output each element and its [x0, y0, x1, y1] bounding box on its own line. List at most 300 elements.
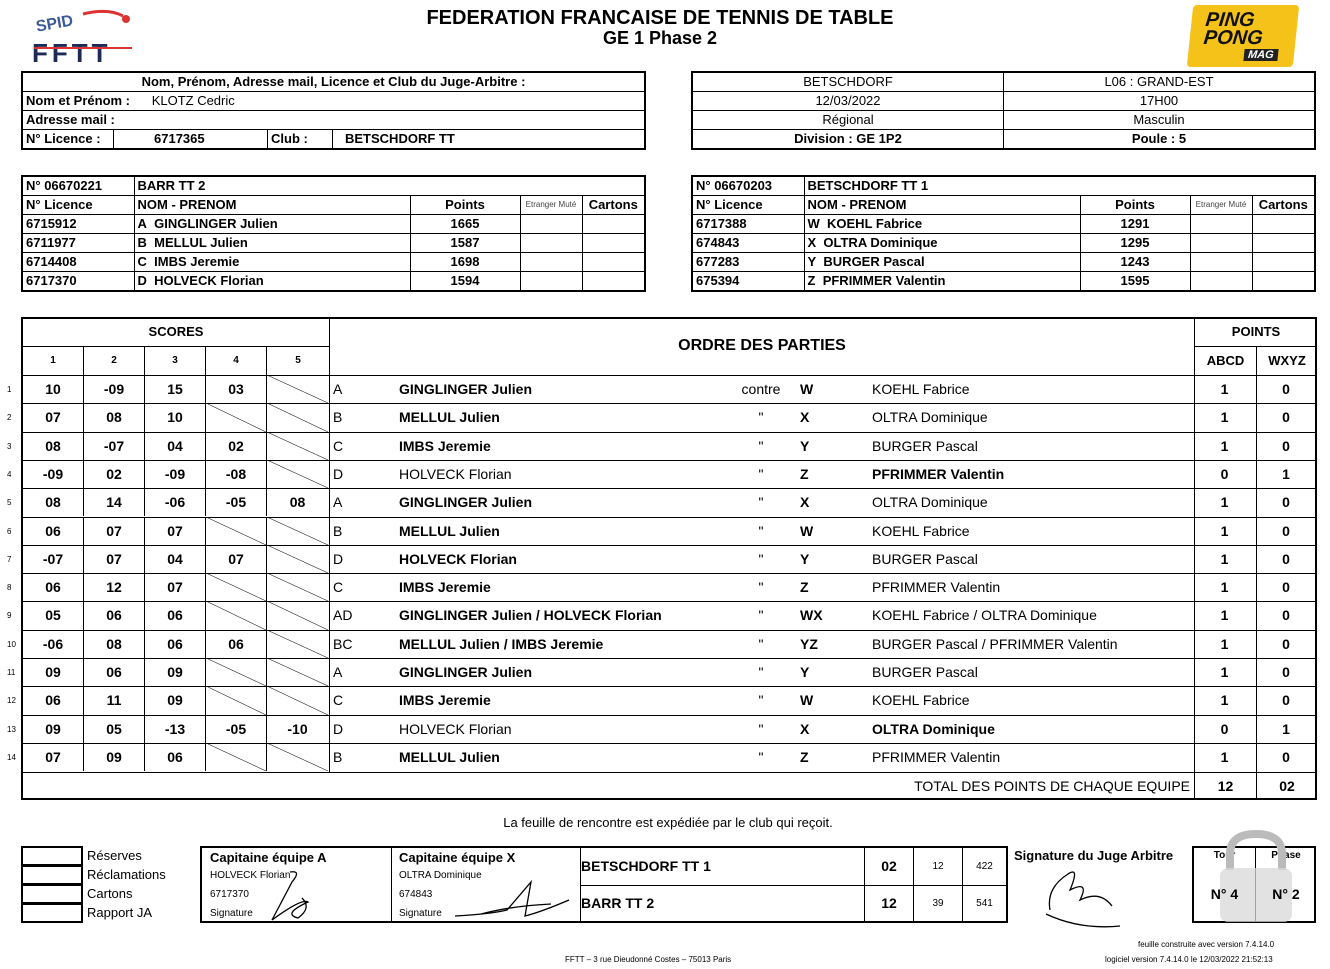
set-score: -05 [206, 715, 267, 743]
svg-text:SPID: SPID [34, 12, 75, 36]
set-score: 07 [84, 517, 145, 545]
set-score [267, 460, 328, 488]
versus-text: contre [741, 381, 781, 397]
player-a-letter: C [333, 692, 344, 709]
points-abcd: 1 [1220, 381, 1229, 397]
captains-box [200, 846, 1008, 923]
player-licence: 675394 [692, 272, 804, 292]
row-number: 11 [7, 668, 16, 677]
player-name-cell [804, 272, 1080, 292]
player-a-name: GINGLINGER Julien / HOLVECK Florian [399, 607, 662, 624]
points-wxyz: 0 [1282, 664, 1290, 680]
points-wxyz: 0 [1282, 607, 1290, 624]
result-team-2: BARR TT 2 [580, 885, 865, 921]
set-score: 05 [23, 601, 84, 629]
player-name-cell [804, 234, 1080, 253]
set-score [267, 573, 328, 601]
player-a-letter: D [333, 465, 344, 482]
player-a-letter: B [333, 522, 343, 539]
set-score [206, 517, 267, 545]
player-x-name: KOEHL Fabrice / OLTRA Dominique [872, 607, 1097, 624]
player-name: BURGER Pascal [823, 254, 925, 269]
row-number: 3 [7, 441, 12, 451]
set-score: 07 [23, 403, 84, 431]
set-header: 2 [84, 347, 145, 375]
player-name: PFRIMMER Valentin [822, 273, 946, 288]
set-score: 02 [206, 432, 267, 460]
points-wxyz: 0 [1282, 748, 1290, 765]
player-licence: 6717388 [692, 215, 804, 234]
match-date: 12/03/2022 [692, 92, 1004, 111]
player-cartons [1252, 272, 1315, 292]
set-score: 03 [206, 375, 267, 403]
player-x-name: BURGER Pascal [872, 437, 978, 454]
capitaine-a-licence: 6717370 [210, 889, 249, 900]
capitaine-x-signature-label: Signature [399, 908, 442, 919]
versus-text: " [758, 664, 764, 680]
set-score: -09 [23, 460, 84, 488]
set-score: 07 [84, 545, 145, 573]
set-score: 06 [145, 601, 206, 629]
player-name: GINGLINGER Julien [154, 216, 278, 231]
versus-text: " [758, 607, 764, 624]
match-division: Division : GE 1P2 [692, 130, 1004, 150]
player-etranger [1190, 253, 1252, 272]
player-licence: 6714408 [22, 253, 134, 272]
team-a-player-row [22, 234, 645, 253]
fftt-logo [28, 6, 138, 66]
set-score: 08 [23, 488, 84, 516]
tour-phase-box [1192, 846, 1316, 923]
player-a-name: MELLUL Julien [399, 409, 500, 426]
player-a-name: GINGLINGER Julien [399, 664, 533, 680]
footer-version-2: logiciel version 7.4.14.0 le 12/03/2022 21:52:13 [1105, 955, 1273, 964]
player-a-letter: C [333, 579, 344, 596]
set-score: 06 [23, 686, 84, 714]
points-wxyz: 0 [1282, 579, 1290, 596]
set-score: 08 [289, 494, 306, 511]
match-ligue: L06 : GRAND-EST [1004, 72, 1316, 92]
player-licence: 677283 [692, 253, 804, 272]
capitaine-x-licence: 674843 [399, 889, 433, 900]
capitaine-x-name: OLTRA Dominique [399, 870, 482, 881]
set-score: -07 [84, 432, 145, 460]
player-x-name: BURGER Pascal [872, 664, 978, 680]
team-a-number: N° 06670221 [22, 176, 134, 196]
points-wxyz: 1 [1282, 720, 1290, 737]
set-score: 05 [84, 715, 145, 743]
player-x-name: KOEHL Fabrice [872, 522, 970, 539]
player-cartons [1252, 234, 1315, 253]
set-score [267, 545, 328, 573]
team-x-h-cartons: Cartons [1252, 196, 1315, 215]
points-abcd: 1 [1220, 748, 1229, 765]
versus-text: " [758, 550, 764, 567]
points-abcd: 1 [1220, 692, 1229, 709]
player-x-letter: Y [800, 550, 810, 567]
set-score [267, 658, 328, 686]
set-headers [23, 347, 329, 375]
juge-mail-label: Adresse mail : [22, 111, 645, 130]
result-a-1: 12 [914, 848, 963, 885]
points-abcd: 1 [1220, 494, 1229, 511]
checkbox[interactable] [21, 846, 83, 866]
versus-text: " [758, 720, 764, 737]
checkbox-label: Réserves [87, 848, 142, 863]
row-number: 13 [7, 724, 16, 734]
player-a-name: MELLUL Julien / IMBS Jeremie [399, 635, 604, 652]
player-a-name: IMBS Jeremie [399, 437, 491, 454]
team-a-player-row [22, 253, 645, 272]
versus-text: " [758, 465, 764, 482]
team-a-name: BARR TT 2 [134, 176, 645, 196]
player-name: HOLVECK Florian [154, 273, 264, 288]
set-score: 06 [84, 601, 145, 629]
team-a-h-licence: N° Licence [22, 196, 134, 215]
player-x-letter: Y [800, 664, 810, 680]
player-cartons [1252, 215, 1315, 234]
team-a-player-row [22, 272, 645, 292]
set-score [206, 743, 267, 771]
set-score: 06 [145, 630, 206, 658]
team-a-h-cartons: Cartons [582, 196, 645, 215]
team-a-table [21, 175, 646, 292]
player-points: 1243 [1080, 253, 1190, 272]
set-header: 1 [23, 347, 84, 375]
player-x-letter: Z [800, 579, 809, 596]
points-abcd: 1 [1220, 607, 1229, 624]
points-wxyz-header: WXYZ [1268, 353, 1306, 368]
player-letter: X [807, 235, 817, 250]
player-name: KOEHL Fabrice [827, 216, 923, 231]
team-x-table [691, 175, 1316, 292]
set-header: 3 [145, 347, 206, 375]
set-score: 09 [84, 743, 145, 771]
player-cartons [582, 272, 645, 292]
result-b-1: 422 [976, 860, 993, 872]
points-wxyz: 0 [1282, 692, 1290, 709]
versus-text: " [758, 579, 764, 596]
set-score: 04 [145, 545, 206, 573]
team-x-number: N° 06670203 [692, 176, 804, 196]
row-number: 12 [7, 696, 16, 706]
player-a-name: MELLUL Julien [399, 522, 500, 539]
total-a: 12 [1217, 778, 1234, 794]
player-cartons [582, 234, 645, 253]
set-score [206, 658, 267, 686]
versus-text: " [758, 409, 764, 426]
player-x-letter: W [800, 522, 814, 539]
juge-club-value: BETSCHDORF TT [333, 130, 646, 150]
player-name-cell [134, 234, 410, 253]
set-score: -06 [145, 488, 206, 516]
points-wxyz: 0 [1282, 522, 1290, 539]
lock-icon [1214, 826, 1298, 927]
set-score: 06 [206, 630, 267, 658]
player-x-letter: Z [800, 748, 809, 765]
capitaine-a-name: HOLVECK Florian [210, 870, 291, 881]
set-score: 09 [23, 715, 84, 743]
match-info-table [691, 71, 1316, 150]
points-abcd: 1 [1220, 409, 1229, 426]
set-score: 08 [23, 432, 84, 460]
match-categorie: Masculin [1004, 111, 1316, 130]
player-x-name: PFRIMMER Valentin [872, 465, 1005, 482]
set-score: 12 [84, 573, 145, 601]
set-score: -13 [145, 715, 206, 743]
player-etranger [1190, 215, 1252, 234]
row-number: 4 [7, 469, 12, 479]
player-a-letter: C [333, 437, 344, 454]
player-letter: D [137, 273, 147, 288]
juge-arbitre-table [21, 71, 646, 150]
result-pts-2: 12 [865, 885, 914, 921]
result-table [580, 848, 1006, 921]
player-letter: C [137, 254, 147, 269]
capitaine-a-title: Capitaine équipe A [210, 850, 327, 865]
points-abcd: 1 [1220, 664, 1229, 680]
checkbox-label: Rapport JA [87, 905, 153, 920]
page-title: FEDERATION FRANCAISE DE TENNIS DE TABLE [426, 7, 894, 29]
player-x-name: KOEHL Fabrice [872, 381, 970, 397]
versus-text: " [758, 437, 764, 454]
set-score: 07 [206, 545, 267, 573]
team-x-h-etranger: Etranger Muté [1190, 196, 1252, 215]
row-number: 9 [7, 611, 12, 621]
set-score: -10 [287, 720, 308, 737]
match-heure: 17H00 [1004, 92, 1316, 111]
team-a-h-etranger: Etranger Muté [520, 196, 582, 215]
set-score: 08 [84, 403, 145, 431]
player-x-letter: X [800, 494, 810, 511]
set-score: 10 [145, 403, 206, 431]
points-wxyz: 0 [1282, 381, 1290, 397]
player-a-letter: D [333, 550, 344, 567]
player-cartons [582, 253, 645, 272]
player-points: 1295 [1080, 234, 1190, 253]
set-score [267, 686, 328, 714]
player-a-letter: A [333, 664, 343, 680]
player-a-letter: D [333, 720, 344, 737]
player-a-letter: B [333, 409, 343, 426]
player-x-name: BURGER Pascal [872, 550, 978, 567]
player-x-letter: X [800, 720, 810, 737]
player-x-letter: Z [800, 465, 809, 482]
team-x-name: BETSCHDORF TT 1 [804, 176, 1315, 196]
player-points: 1698 [410, 253, 520, 272]
player-licence: 674843 [692, 234, 804, 253]
set-score: 02 [84, 460, 145, 488]
tour-value: N° 4 [1210, 886, 1239, 902]
set-score: 07 [23, 743, 84, 771]
set-score: 06 [145, 743, 206, 771]
player-x-letter: YZ [800, 635, 818, 652]
set-score: -08 [206, 460, 267, 488]
set-score [267, 375, 328, 403]
team-x-player-row [692, 234, 1315, 253]
points-wxyz: 0 [1282, 494, 1290, 511]
set-score [206, 403, 267, 431]
juge-licence-label: N° Licence : [22, 130, 114, 150]
player-letter: Z [807, 273, 816, 288]
set-score [206, 686, 267, 714]
row-number: 2 [7, 413, 12, 423]
set-score [267, 601, 328, 629]
set-score: 11 [84, 686, 145, 714]
player-points: 1595 [1080, 272, 1190, 292]
player-licence: 6711977 [22, 234, 134, 253]
points-abcd-header: ABCD [1206, 353, 1245, 368]
player-name-cell [134, 272, 410, 292]
set-score: 06 [23, 517, 84, 545]
juge-nom-row [22, 92, 645, 111]
player-letter: A [137, 216, 147, 231]
set-score: 06 [23, 573, 84, 601]
set-score: 10 [23, 375, 84, 403]
logo-line-2: PONG [1202, 27, 1264, 49]
player-cartons [582, 215, 645, 234]
set-score [267, 743, 328, 771]
set-score [267, 517, 328, 545]
set-score: 06 [84, 658, 145, 686]
player-etranger [520, 253, 582, 272]
set-score [267, 630, 328, 658]
row-number: 6 [7, 526, 12, 536]
set-score: -09 [84, 375, 145, 403]
set-score: 04 [145, 432, 206, 460]
player-letter: Y [807, 254, 817, 269]
player-etranger [1190, 272, 1252, 292]
row-number: 8 [7, 583, 12, 593]
juge-heading: Nom, Prénom, Adresse mail, Licence et Club du Juge-Arbitre : [22, 72, 645, 92]
player-etranger [520, 234, 582, 253]
row-number: 14 [7, 752, 16, 762]
points-heading: POINTS [1231, 324, 1281, 339]
note-text: La feuille de rencontre est expédiée par le club qui reçoit. [503, 815, 833, 830]
signature-ja-label: Signature du Juge Arbitre [1014, 848, 1174, 863]
set-score: 09 [145, 658, 206, 686]
versus-text: " [758, 635, 764, 652]
capitaine-x-signature [451, 876, 571, 922]
checkbox-label: Cartons [87, 886, 133, 901]
player-x-name: OLTRA Dominique [872, 720, 995, 737]
player-name: OLTRA Dominique [823, 235, 938, 250]
juge-licence-value: 6717365 [114, 130, 268, 150]
player-name-cell [134, 215, 410, 234]
row-number: 5 [7, 498, 12, 508]
team-x-h-points: Points [1080, 196, 1190, 215]
checkbox[interactable] [21, 903, 83, 923]
player-x-letter: W [800, 692, 814, 709]
pingpong-mag-logo [1187, 5, 1300, 67]
juge-nom-value: KLOTZ Cedric [151, 93, 235, 108]
set-score: 09 [145, 686, 206, 714]
capitaine-a-signature-label: Signature [210, 908, 253, 919]
checkbox[interactable] [21, 865, 83, 885]
player-x-letter: W [800, 381, 814, 397]
versus-text: " [758, 748, 764, 765]
set-score: 07 [145, 573, 206, 601]
versus-text: " [758, 692, 764, 709]
player-letter: W [807, 216, 820, 231]
set-score: -06 [23, 630, 84, 658]
points-wxyz: 0 [1282, 437, 1290, 454]
player-letter: B [137, 235, 147, 250]
team-x-player-row [692, 253, 1315, 272]
player-a-name: GINGLINGER Julien [399, 494, 533, 511]
set-score: -05 [206, 488, 267, 516]
phase-label: Phase [1271, 850, 1301, 861]
capitaine-x-title: Capitaine équipe X [399, 850, 516, 865]
set-header: 5 [295, 355, 301, 366]
player-a-letter: BC [333, 635, 353, 652]
capitaine-a-signature [262, 868, 342, 924]
result-b-2: 541 [976, 897, 993, 909]
player-x-name: KOEHL Fabrice [872, 692, 970, 709]
match-poule: Poule : 5 [1004, 130, 1316, 150]
result-a-2: 39 [914, 885, 963, 921]
total-x: 02 [1279, 778, 1295, 794]
player-name-cell [134, 253, 410, 272]
page-subtitle: GE 1 Phase 2 [602, 28, 718, 48]
player-etranger [520, 272, 582, 292]
svg-text:FFTT: FFTT [32, 38, 112, 66]
player-a-name: GINGLINGER Julien [399, 381, 533, 397]
points-abcd: 0 [1220, 465, 1229, 482]
match-niveau: Régional [692, 111, 1004, 130]
capitaine-a [202, 848, 392, 921]
player-x-letter: Y [800, 437, 810, 454]
player-points: 1291 [1080, 215, 1190, 234]
points-abcd: 1 [1220, 437, 1229, 454]
player-points: 1587 [410, 234, 520, 253]
player-a-name: HOLVECK Florian [399, 550, 517, 567]
player-a-name: MELLUL Julien [399, 748, 500, 765]
points-abcd: 1 [1220, 522, 1229, 539]
result-team-1: BETSCHDORF TT 1 [580, 848, 865, 885]
player-x-name: OLTRA Dominique [872, 494, 988, 511]
footer-address: FFTT – 3 rue Dieudonné Costes – 75013 Paris [565, 955, 732, 964]
player-licence: 6715912 [22, 215, 134, 234]
set-score [206, 601, 267, 629]
player-etranger [520, 215, 582, 234]
team-a-player-row [22, 215, 645, 234]
total-label: TOTAL DES POINTS DE CHAQUE EQUIPE [914, 778, 1190, 794]
player-x-letter: WX [800, 607, 823, 624]
player-a-name: HOLVECK Florian [399, 465, 512, 482]
row-number: 1 [7, 385, 12, 394]
set-header: 4 [206, 347, 267, 375]
points-wxyz: 0 [1282, 635, 1290, 652]
phase-value: N° 2 [1272, 886, 1300, 902]
points-wxyz: 0 [1282, 409, 1290, 426]
scores-heading: SCORES [148, 324, 204, 339]
versus-text: " [758, 522, 764, 539]
checkbox[interactable] [21, 884, 83, 904]
player-points: 1594 [410, 272, 520, 292]
result-pts-1: 02 [865, 848, 914, 885]
set-score [267, 403, 328, 431]
match-lieu: BETSCHDORF [692, 72, 1004, 92]
player-x-name: PFRIMMER Valentin [872, 579, 1001, 596]
capitaine-x [391, 848, 581, 921]
player-a-name: HOLVECK Florian [399, 720, 512, 737]
player-name-cell [804, 215, 1080, 234]
juge-club-label: Club : [268, 130, 333, 150]
ordre-heading: ORDRE DES PARTIES [678, 337, 846, 354]
team-x-h-licence: N° Licence [692, 196, 804, 215]
set-score [267, 432, 328, 460]
